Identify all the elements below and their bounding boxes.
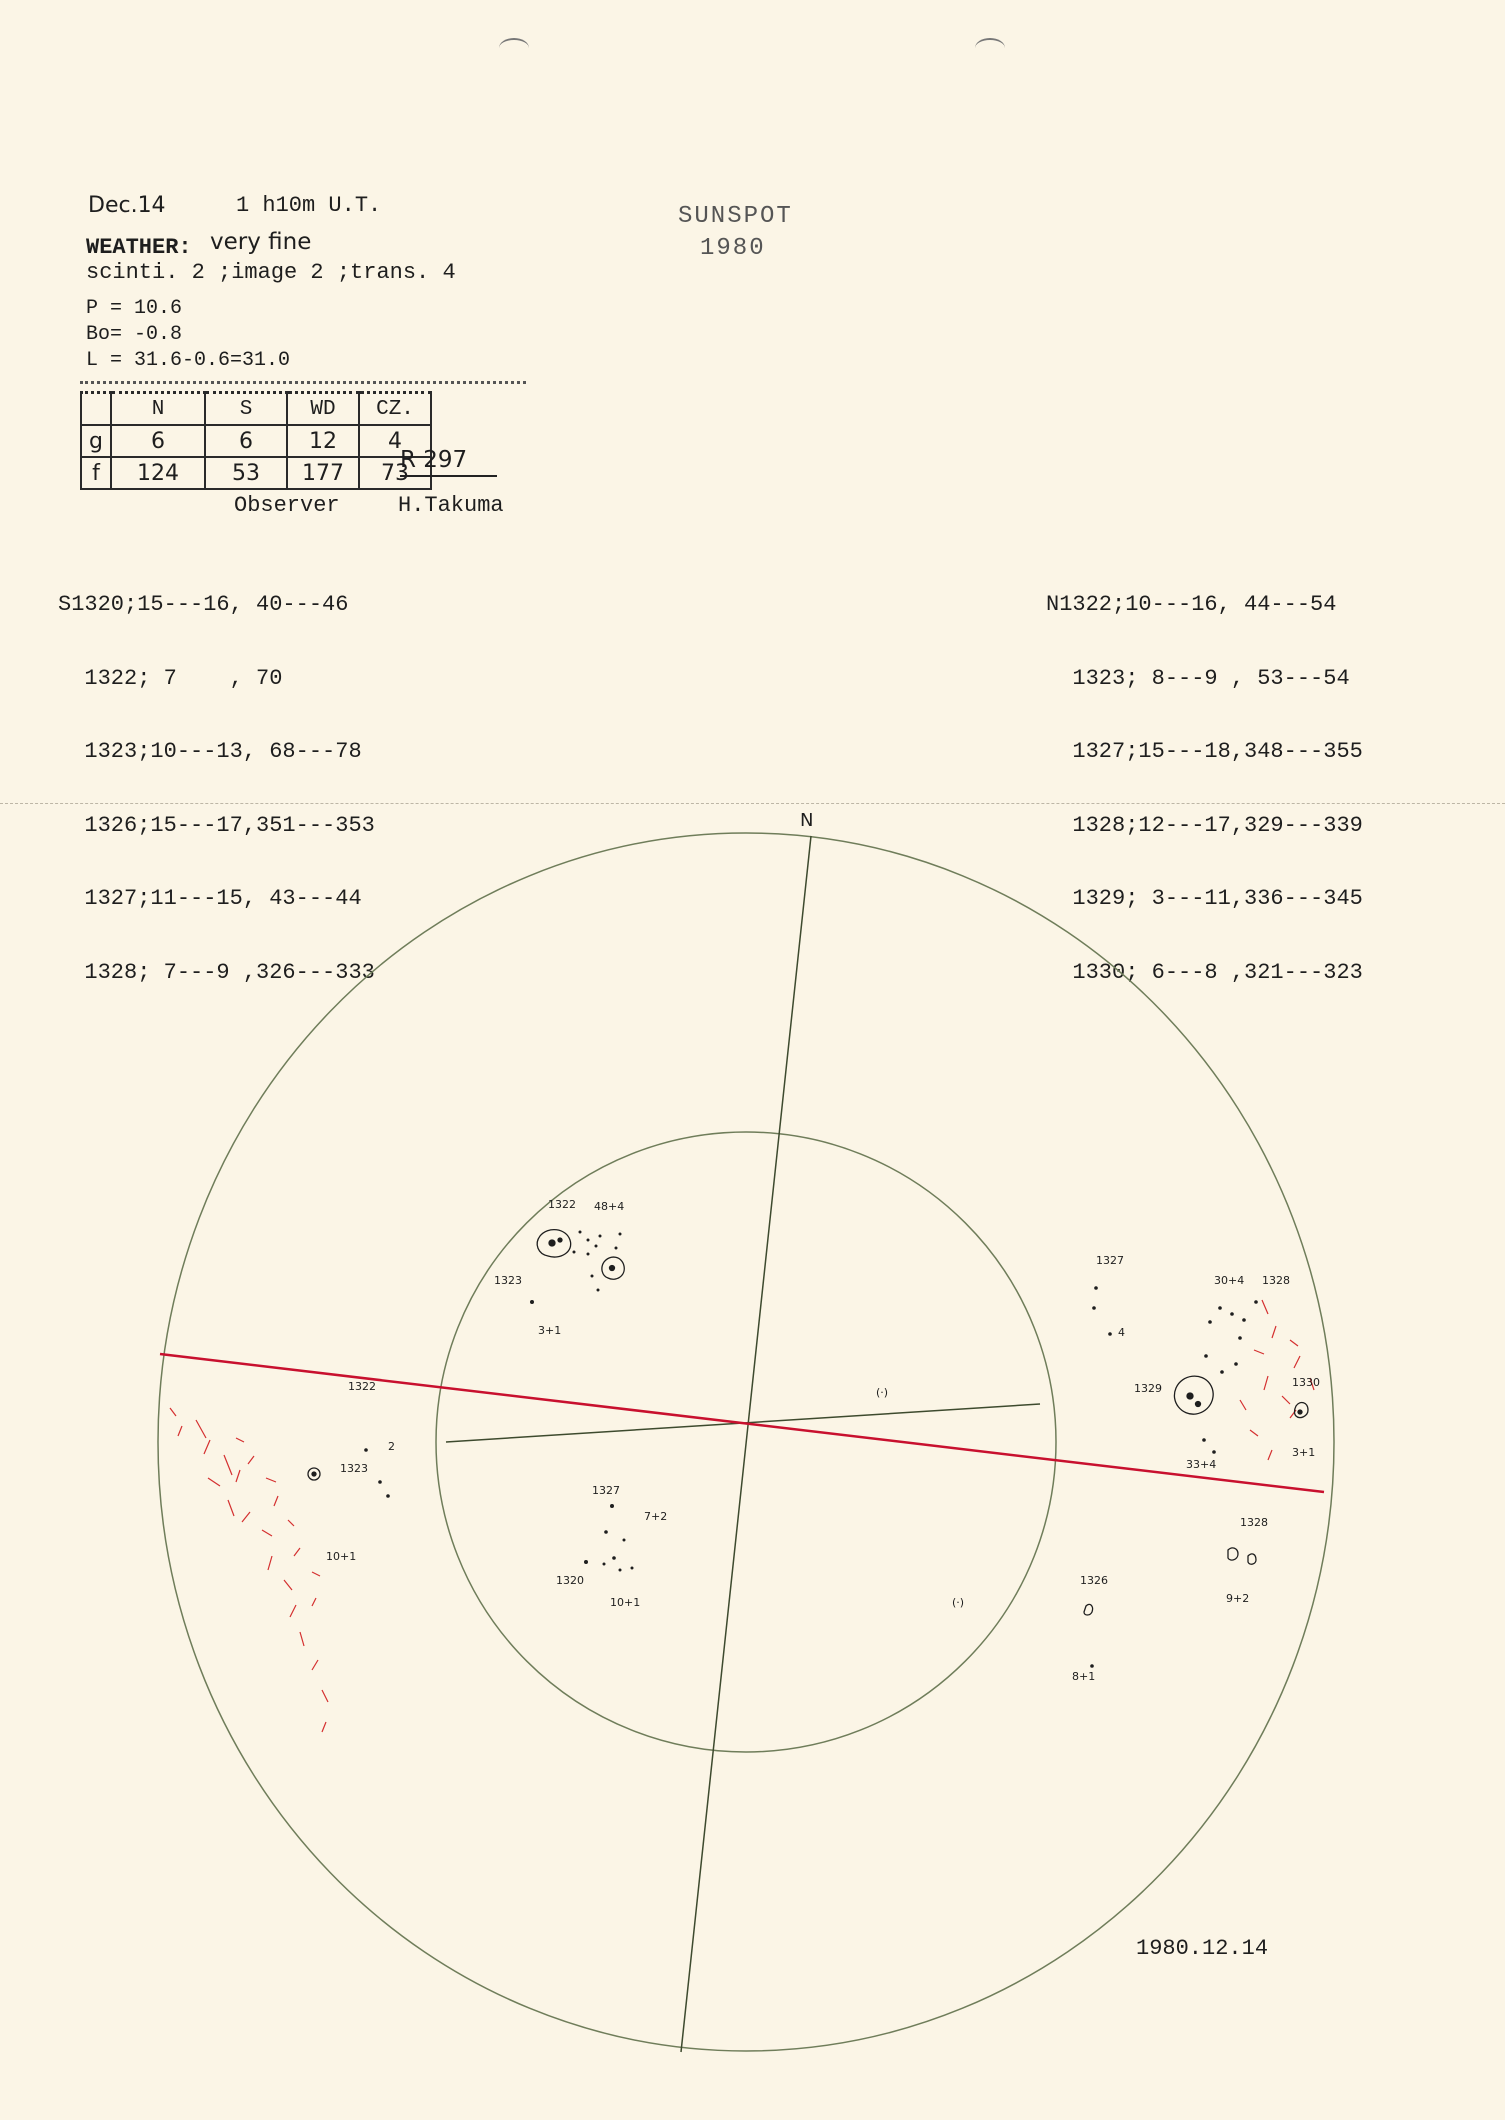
center-mark: (·) — [876, 1386, 889, 1399]
sunspot-1326 — [1084, 1604, 1093, 1615]
counts-cell: 12 — [287, 425, 359, 457]
label-1323-upper-count: 3+1 — [538, 1324, 562, 1337]
label-1327-right: 1327 — [1096, 1254, 1124, 1267]
weather-label: WEATHER: — [86, 235, 192, 260]
counts-header-cell: S — [205, 393, 287, 426]
label-1329-count: 33+4 — [1186, 1458, 1217, 1471]
weather-value: very fine — [210, 229, 312, 255]
counts-cell: 177 — [287, 457, 359, 489]
label-1328-lower: 1328 — [1240, 1516, 1268, 1529]
label-1322-upper-count: 48+4 — [594, 1200, 625, 1213]
label-1323-upper: 1323 — [494, 1274, 522, 1287]
label-1330-count: 30+4 — [1214, 1274, 1245, 1287]
observer-name: H.Takuma — [398, 493, 504, 518]
counts-row-label: g — [81, 425, 111, 457]
list-item: S1320;15---16, 40---46 — [58, 592, 349, 617]
label-1327-center-count: 7+2 — [644, 1510, 668, 1523]
counts-row-label: f — [81, 457, 111, 489]
sunspot-1329-penumbra — [1174, 1376, 1213, 1414]
label-1329: 1329 — [1134, 1382, 1162, 1395]
label-1326-count: 8+1 — [1072, 1670, 1096, 1683]
list-item: 1326;15---17,351---353 — [58, 812, 375, 838]
list-item: 1323;10---13, 68---78 — [58, 739, 362, 764]
observer-label: Observer — [234, 493, 340, 518]
list-item: 1323; 8---9 , 53---54 — [1046, 665, 1350, 691]
label-1322-upper: 1322 — [548, 1198, 576, 1211]
list-item: 1327;11---15, 43---44 — [58, 886, 362, 911]
faculae-left — [170, 1408, 328, 1732]
sunspot-1328 — [1228, 1548, 1256, 1564]
label-1327-right-count: 4 — [1118, 1326, 1125, 1339]
counts-cell: 6 — [205, 425, 287, 457]
list-item: 1329; 3---11,336---345 — [1046, 886, 1363, 911]
label-1328-upper: 1328 — [1262, 1274, 1290, 1287]
footer-date: 1980.12.14 — [1136, 1936, 1269, 1961]
list-item: 1327;15---18,348---355 — [1046, 739, 1363, 764]
counts-header-cell: CZ. — [359, 393, 431, 426]
param-bo: Bo= -0.8 — [86, 323, 183, 346]
list-item: 1330; 6---8 ,321---323 — [1046, 959, 1363, 985]
central-meridian-axis — [681, 836, 811, 2052]
seeing-conditions: scinti. 2 ;image 2 ;trans. 4 — [86, 260, 456, 285]
observation-time: 1 h10m U.T. — [236, 193, 382, 218]
label-1330: 1330 — [1292, 1376, 1320, 1389]
counts-header-cell: N — [111, 393, 205, 426]
sunspot-sketches — [308, 1230, 1308, 1668]
observation-date: Dec.14 — [88, 193, 166, 218]
label-left-count: 10+1 — [326, 1550, 357, 1563]
list-item: 1328;12---17,329---339 — [1046, 812, 1363, 838]
counts-header-cell: WD — [287, 393, 359, 426]
param-l: L = 31.6-0.6=31.0 — [86, 349, 291, 372]
label-1326: 1326 — [1080, 1574, 1108, 1587]
r-number: R 297 — [400, 447, 497, 477]
solar-equator-line — [160, 1354, 1324, 1492]
counts-cell: 124 — [111, 457, 205, 489]
label-1327-center: 1327 — [592, 1484, 620, 1497]
page-year: 1980 — [700, 235, 766, 262]
counts-cell: 4 — [359, 425, 431, 457]
counts-cell: 73 — [359, 457, 431, 489]
label-1320: 1320 — [556, 1574, 584, 1587]
counts-cell: 53 — [205, 457, 287, 489]
param-p: P = 10.6 — [86, 297, 183, 320]
list-item: 1328; 7---9 ,326---333 — [58, 959, 375, 985]
label-1328-lower-count: 9+2 — [1226, 1592, 1250, 1605]
list-item: 1322; 7 , 70 — [58, 665, 283, 691]
label-1322-left-count: 2 — [388, 1440, 395, 1453]
label-1320-count: 10+1 — [610, 1596, 641, 1609]
north-mark: N — [800, 810, 814, 831]
list-item: N1322;10---16, 44---54 — [1046, 592, 1337, 617]
label-1323-left: 1323 — [340, 1462, 368, 1475]
page-title: SUNSPOT — [678, 203, 793, 230]
label-1330-count2: 3+1 — [1292, 1446, 1316, 1459]
counts-cell: 6 — [111, 425, 205, 457]
lower-mark: (·) — [952, 1596, 965, 1609]
label-1322-left: 1322 — [348, 1380, 376, 1393]
